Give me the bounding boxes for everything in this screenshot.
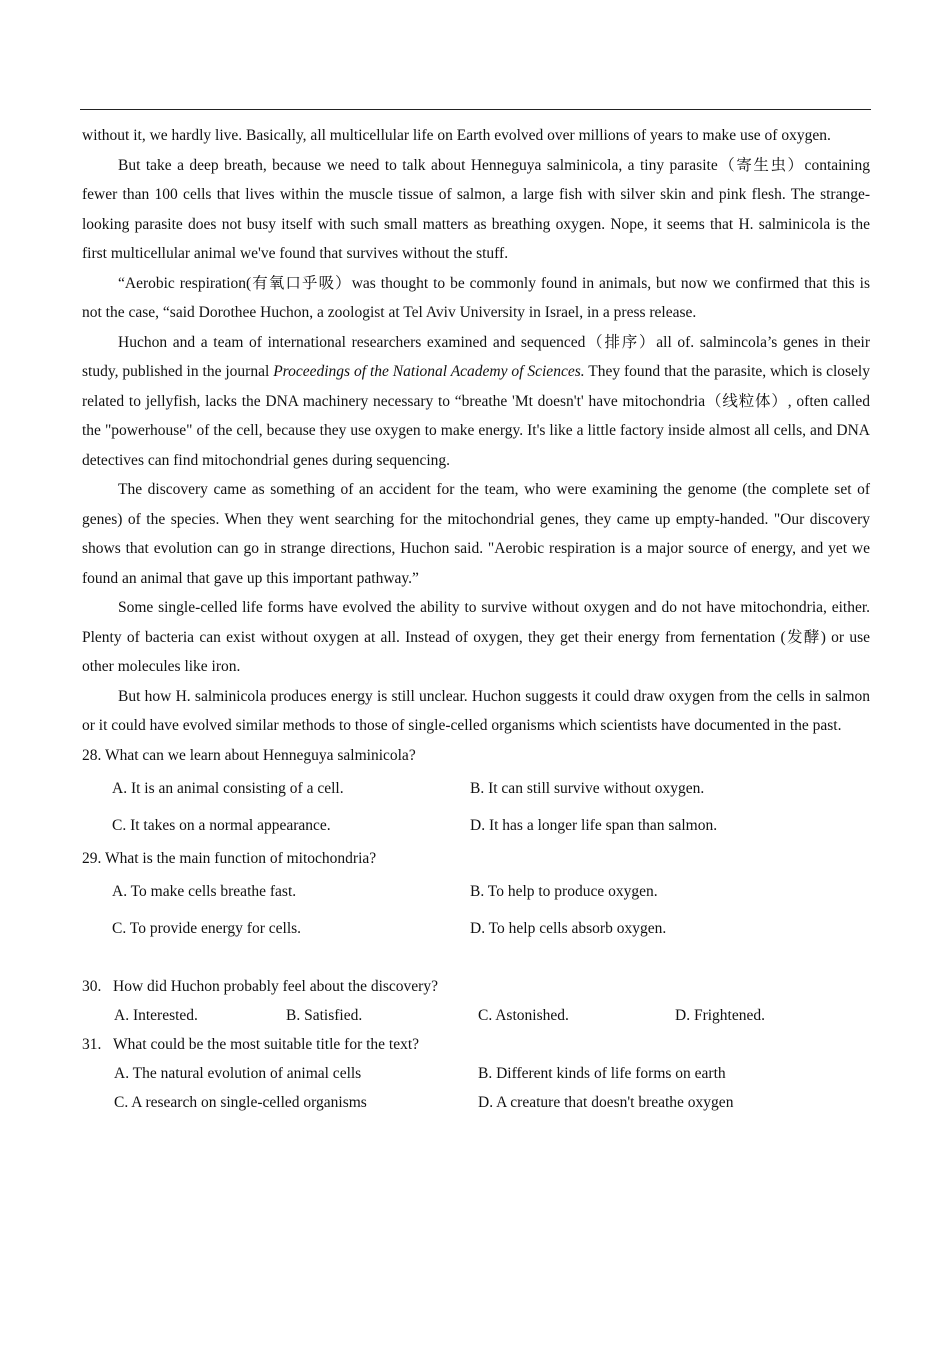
journal-title: Proceedings of the National Academy of Sciences.	[273, 363, 585, 380]
document-body	[82, 121, 870, 1117]
question-prompt: What could be the most suitable title for the text?	[113, 1035, 420, 1053]
question-text	[82, 972, 870, 1001]
question-31	[82, 1030, 870, 1117]
option-b: B. Different kinds of life forms on earth	[478, 1064, 726, 1082]
passage-paragraph-6: Some single-celled life forms have evolved the ability to survive without oxygen and do not have mitochondria, either. Plenty of bacteria can exist without oxygen at all. Instead of oxygen, they get their energy from fernentation (发酵) or use other molecules like iron.	[82, 599, 870, 675]
question-options	[82, 770, 870, 844]
option-d: D. Frightened.	[675, 1006, 765, 1024]
option-d: D. It has a longer life span than salmon.	[470, 816, 718, 834]
question-text: 28. What can we learn about Henneguya salminicola?	[82, 746, 416, 764]
header-rule	[80, 109, 871, 110]
passage-paragraph-5: The discovery came as something of an accident for the team, who were examining the genome (the complete set of genes) of the species. When they went searching for the mitochondrial genes, they came up empty-handed. "Our discovery shows that evolution can go in strange directions, Huchon said. "Aerobic respiration is a major source of energy, and yet we found an animal that gave up this important pathway.”	[82, 481, 870, 587]
option-c: C. A research on single-celled organisms	[114, 1093, 367, 1111]
option-c: C. It takes on a normal appearance.	[112, 816, 331, 834]
option-a: A. The natural evolution of animal cells	[114, 1064, 362, 1082]
question-prompt: How did Huchon probably feel about the discovery?	[113, 977, 438, 995]
option-c: C. Astonished.	[478, 1006, 569, 1024]
option-a: A. It is an animal consisting of a cell.	[112, 779, 344, 797]
question-options	[82, 1059, 870, 1117]
option-a: A. To make cells breathe fast.	[112, 882, 297, 900]
question-30	[82, 972, 870, 1030]
passage-paragraph-2: But take a deep breath, because we need to talk about Henneguya salminicola, a tiny parasite（寄生虫）containing fewer than 100 cells that lives within the muscle tissue of salmon, a large fish with silver skin and pink flesh. The strange-looking parasite does not busy itself with such small matters as breathing oxygen. Nope, it seems that H. salminicola is the first multicellular animal we've found that survives without the stuff.	[82, 156, 870, 262]
paragraph-4-rest: They found that the parasite, which is closely related to jellyfish, lacks the DNA machinery necessary to “breathe 'Mt doesn't' have mitochondria（线粒体）, often called the "powerhouse" of the cell, because they use oxygen to make energy. It's like a little factory inside almost all cells, and DNA detectives can find mitochondrial genes during sequencing.	[82, 363, 870, 469]
passage-paragraph-3: “Aerobic respiration(有氧口乎吸）was thought to be commonly found in animals, but now we confirmed that this is not the case, “said Dorothee Huchon, a zoologist at Tel Aviv University in Israel, in a press release.	[82, 274, 870, 321]
question-options	[82, 873, 870, 947]
question-text: 29. What is the main function of mitochondria?	[82, 849, 377, 867]
option-d: D. A creature that doesn't breathe oxygen	[478, 1093, 734, 1111]
question-text	[82, 1030, 870, 1059]
question-number: 30.	[82, 977, 102, 995]
passage-paragraph-1: without it, we hardly live. Basically, all multicellular life on Earth evolved over millions of years to make use of oxygen.	[82, 127, 831, 144]
option-d: D. To help cells absorb oxygen.	[470, 919, 667, 937]
passage-paragraph-4	[82, 328, 870, 476]
question-29	[82, 844, 870, 947]
passage-paragraph-7: But how H. salminicola produces energy is still unclear. Huchon suggests it could draw oxygen from the cells in salmon or it could have evolved similar methods to those of single-celled organisms which scientists have documented in the past.	[82, 687, 870, 734]
question-number: 31.	[82, 1035, 102, 1053]
option-b: B. It can still survive without oxygen.	[470, 779, 705, 797]
option-a: A. Interested.	[114, 1006, 198, 1024]
option-c: C. To provide energy for cells.	[112, 919, 302, 937]
option-b: B. To help to produce oxygen.	[470, 882, 658, 900]
question-28	[82, 741, 870, 844]
question-options	[82, 1001, 870, 1030]
option-b: B. Satisfied.	[286, 1006, 363, 1024]
question-gap	[82, 947, 870, 972]
paragraph-4-lead: Huchon and a team of international researchers examined and sequenced（排序）all of. salmincola’s genes in their study, published in the journal	[82, 333, 870, 380]
